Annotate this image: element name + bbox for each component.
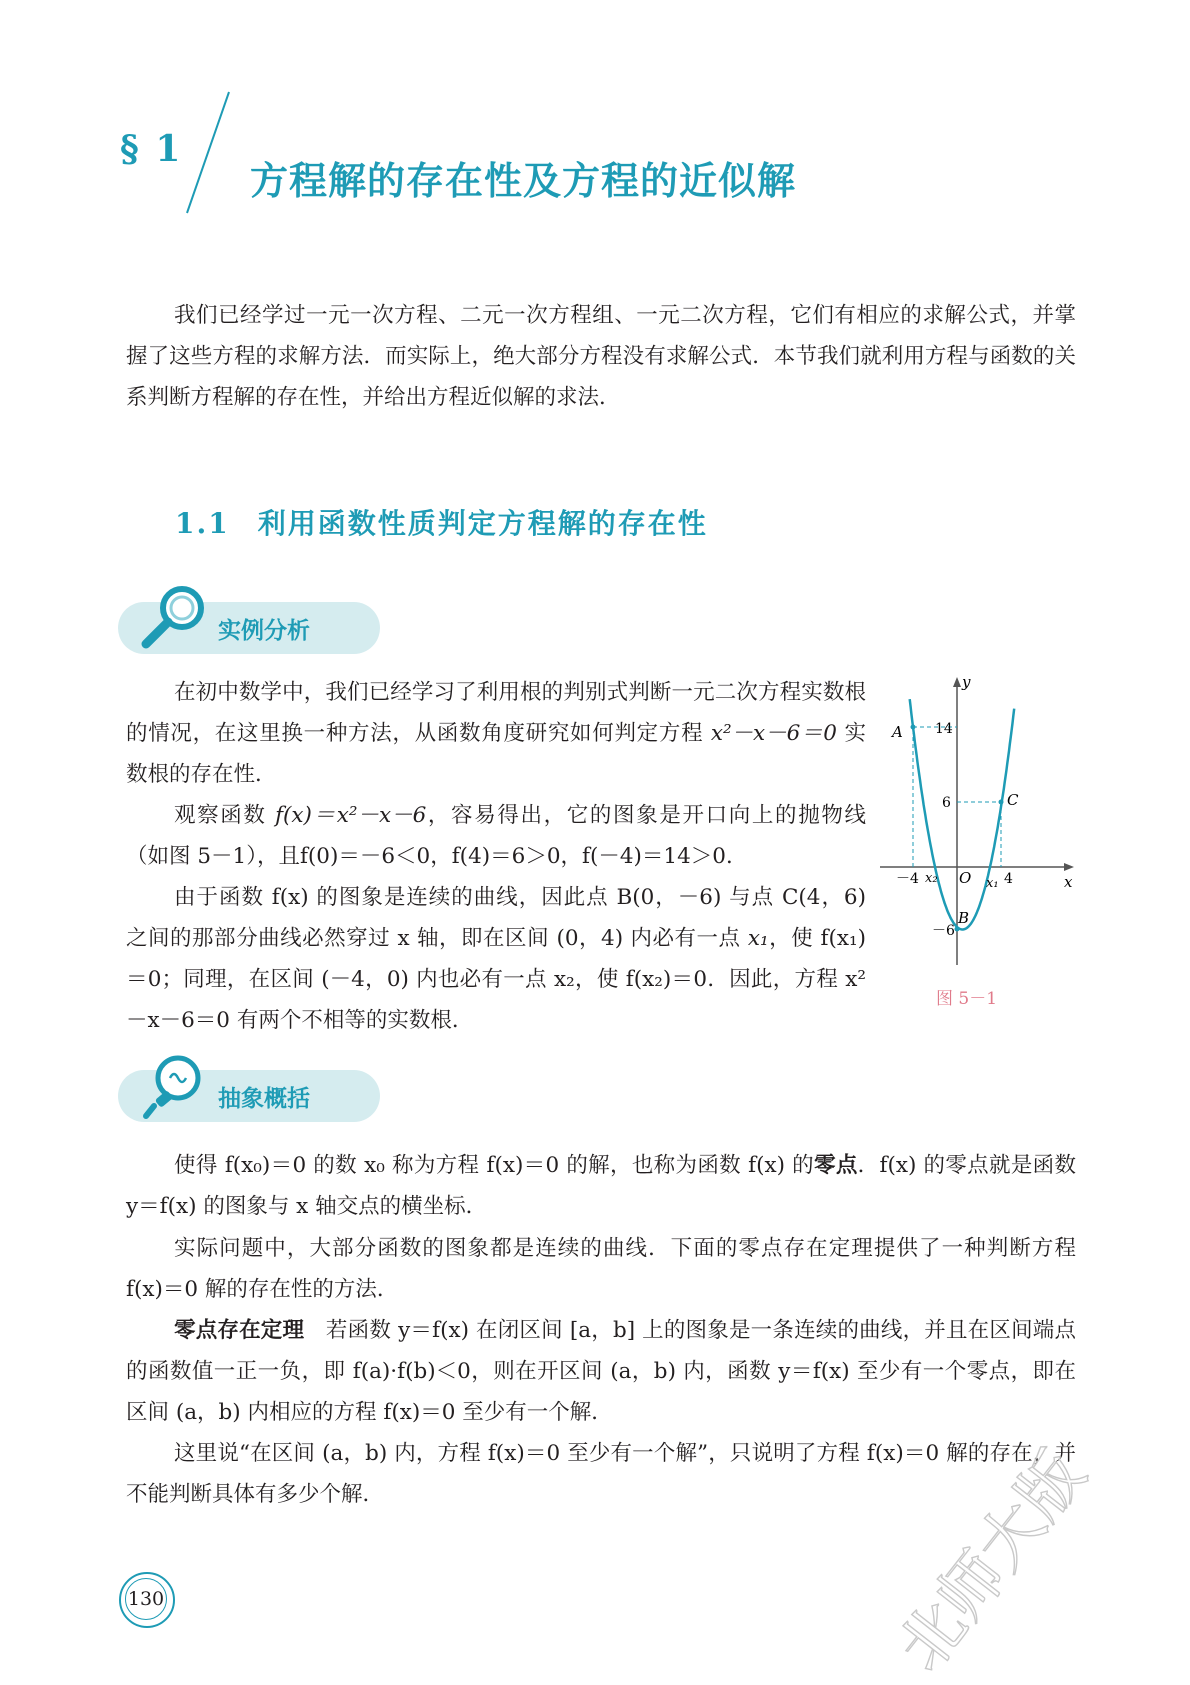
tick-neg6: －6	[932, 923, 955, 939]
page-number-badge	[119, 1572, 175, 1628]
subsection-number: 1.1	[175, 507, 230, 540]
x-axis-arrow	[1064, 863, 1074, 871]
parabola-curve	[910, 699, 1015, 929]
point-A-dot	[911, 725, 916, 730]
zero-point-term: 零点	[814, 1153, 858, 1178]
badge-example-analysis-label: 实例分析	[218, 618, 310, 644]
lightbulb-icon	[140, 1052, 206, 1122]
abstract-p1-text-end: ．f(x) 的零点就是函数 y＝f(x) 的图象与 x 轴交点的横坐标．	[126, 1153, 1076, 1219]
example-paragraph-3	[126, 877, 866, 1041]
magnifier-icon	[138, 582, 208, 652]
origin-label: O	[959, 869, 972, 887]
point-B-label: B	[958, 909, 970, 927]
section-mark: § 1	[120, 128, 183, 170]
example-p1-text: 在初中数学中，我们已经学习了利用根的判别式判断一元二次方程实数根的情况，在这里换一种方法，从函数角度研究如何判定方程	[126, 680, 866, 746]
point-B-dot	[955, 927, 960, 932]
y-axis-label: y	[962, 675, 971, 691]
parabola-figure	[880, 675, 1080, 975]
theorem-title: 零点存在定理	[174, 1318, 305, 1343]
example-p1-equation: x²－x－6＝0	[710, 721, 837, 746]
abstract-paragraph-4: 这里说“在区间 (a，b) 内，方程 f(x)＝0 至少有一个解”，只说明了方程 f(x)＝0 解的存在，并不能判断具体有多少个解．	[126, 1441, 1076, 1507]
label-x1: x₁	[986, 876, 999, 891]
x-axis-label: x	[1064, 873, 1073, 891]
tick-neg4: －4	[896, 871, 919, 887]
example-p2-text-mid: ，容易得出，它的图象是开口向上的抛物线（如图 5－1），且	[126, 803, 866, 869]
example-p3-text: 由于函数 f(x) 的图象是连续的曲线，因此点 B(0，－6) 与点 C(4，6) 之间的那部分曲线必然穿过 x 轴，即在区间 (0，4) 内必有一点	[126, 885, 866, 951]
tick-6: 6	[942, 795, 951, 811]
section-title: 方程解的存在性及方程的近似解	[250, 158, 797, 203]
example-paragraph-1	[126, 672, 866, 795]
section-slash-divider	[183, 90, 233, 215]
example-p2-text: 观察函数	[174, 803, 276, 828]
example-p1-text-end: 实数根的存在性．	[126, 721, 866, 787]
abstract-paragraph-2: 实际问题中，大部分函数的图象都是连续的曲线．下面的零点存在定理提供了一种判断方程 f(x)＝0 解的存在性的方法．	[126, 1236, 1076, 1302]
tick-4: 4	[1004, 871, 1013, 887]
page-number: 130	[125, 1578, 167, 1620]
watermark-text: 北师大版	[884, 1437, 1101, 1685]
y-axis-arrow	[953, 677, 961, 687]
example-paragraph-2	[126, 795, 866, 877]
example-p3-text-end: ，使 f(x₁)＝0；同理，在区间 (－4，0) 内也必有一点 x₂，使 f(x₂)＝0．因此，方程 x²－x－6＝0 有两个不相等的实数根．	[126, 926, 866, 1033]
abstract-p1-text: 使得 f(x₀)＝0 的数 x₀ 称为方程 f(x)＝0 的解，也称为函数 f(x) 的	[174, 1153, 814, 1178]
tick-14: 14	[935, 721, 953, 737]
abstract-paragraph-1	[126, 1145, 1076, 1227]
example-p2-values: f(0)＝－6＜0，f(4)＝6＞0，f(－4)＝14＞0．	[299, 844, 748, 869]
subsection-heading	[175, 502, 708, 542]
figure-caption: 图 5－1	[936, 989, 998, 1009]
badge-abstract-summary-label: 抽象概括	[218, 1086, 310, 1112]
point-C-label: C	[1007, 791, 1019, 809]
label-x2: x₂	[925, 871, 938, 886]
theorem-text: 若函数 y＝f(x) 在闭区间 [a，b] 上的图象是一条连续的曲线，并且在区间端点的函数值一正一负，即 f(a)·f(b)＜0，则在开区间 (a，b) 内，函数 y＝f(x) 至少有一个零点，即在区间 (a，b) 内相应的方程 f(x)＝0 至少有一个解．	[126, 1318, 1076, 1425]
publisher-watermark	[870, 1385, 1170, 1685]
example-p3-x1: x₁	[747, 926, 769, 951]
example-p2-equation: f(x)＝x²－x－6	[275, 803, 427, 828]
subsection-title: 利用函数性质判定方程解的存在性	[257, 507, 708, 540]
point-A-label: A	[892, 723, 903, 741]
point-C-dot	[999, 800, 1004, 805]
intro-paragraph: 我们已经学过一元一次方程、二元一次方程组、一元二次方程，它们有相应的求解公式，并掌握了这些方程的求解方法．而实际上，绝大部分方程没有求解公式．本节我们就利用方程与函数的关系判断方程解的存在性，并给出方程近似解的求法．	[126, 303, 1076, 410]
